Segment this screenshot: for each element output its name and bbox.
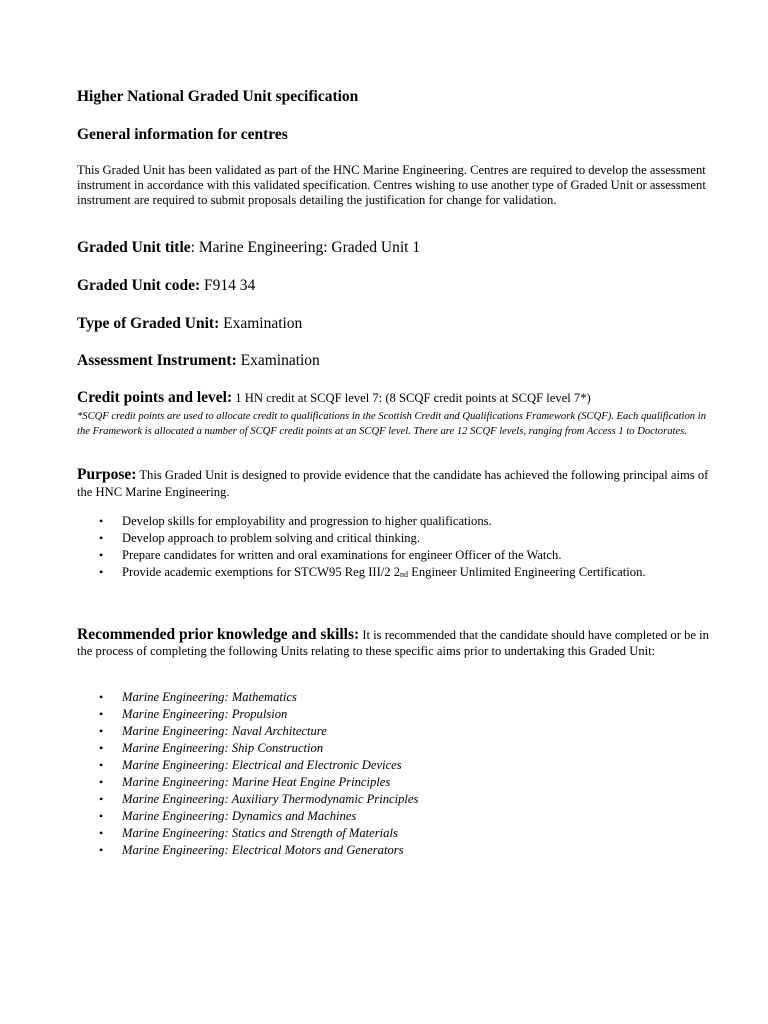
graded-unit-type-value: Examination <box>219 315 303 332</box>
assessment-instrument-label: Assessment Instrument: <box>77 352 237 369</box>
bullet-icon: • <box>99 548 104 562</box>
list-item <box>77 530 682 547</box>
purpose-section <box>77 466 717 501</box>
unit-name: Marine Engineering: Ship Construction <box>122 741 324 755</box>
page-title: Higher National Graded Unit specification <box>77 88 359 105</box>
aim-text-part: Engineer Unlimited Engineering Certification. <box>408 565 646 579</box>
graded-unit-title-value: : Marine Engineering: Graded Unit 1 <box>190 239 421 256</box>
list-item <box>77 689 682 706</box>
prior-knowledge-section <box>77 627 717 659</box>
bullet-icon: • <box>99 758 104 772</box>
scqf-note: *SCQF credit points are used to allocate credit to qualifications in the Scottish Credit and Qualifications Framework (SCQF). Each qualification in the Framework is allocated a number of SCQF credit points at an SCQF level. There are 12 SCQF levels, ranging from Access 1 to Doctorates. <box>77 411 706 437</box>
bullet-icon: • <box>99 514 104 528</box>
bullet-icon: • <box>99 724 104 738</box>
aim-text-part: Provide academic exemptions for STCW95 Reg III/2 2 <box>122 565 401 579</box>
unit-name: Marine Engineering: Marine Heat Engine Principles <box>122 775 391 789</box>
graded-unit-type <box>77 315 302 333</box>
list-item <box>77 740 682 757</box>
bullet-icon: • <box>99 531 104 545</box>
graded-unit-type-label: Type of Graded Unit: <box>77 315 220 332</box>
bullet-icon: • <box>99 690 104 704</box>
bullet-icon: • <box>99 741 104 755</box>
list-item <box>77 808 682 825</box>
list-item <box>77 791 682 808</box>
aim-text: Prepare candidates for written and oral examinations for engineer Officer of the Watch. <box>122 548 562 562</box>
unit-name: Marine Engineering: Naval Architecture <box>122 724 327 738</box>
list-item <box>77 842 682 859</box>
list-item <box>77 723 682 740</box>
credit-points-label: Credit points and level: <box>77 389 233 406</box>
list-item <box>77 825 682 842</box>
graded-unit-title-label: Graded Unit title <box>77 239 191 256</box>
bullet-icon: • <box>99 792 104 806</box>
units-list <box>77 689 682 859</box>
graded-unit-code-value: F914 34 <box>200 277 256 294</box>
bullet-icon: • <box>99 775 104 789</box>
aim-text: Develop approach to problem solving and critical thinking. <box>122 531 420 545</box>
intro-paragraph: This Graded Unit has been validated as part of the HNC Marine Engineering. Centres are required to develop the assessment instrument in accordance with this validated specification. Centres wishing to use another type of Graded Unit or assessment instrument are required to submit proposals detailing the justification for change for validation. <box>77 163 706 207</box>
graded-unit-code-label: Graded Unit code: <box>77 277 201 294</box>
purpose-text: This Graded Unit is designed to provide evidence that the candidate has achieved the following principal aims of the HNC Marine Engineering. <box>77 468 709 499</box>
bullet-icon: • <box>99 843 104 857</box>
bullet-icon: • <box>99 809 104 823</box>
purpose-label: Purpose: <box>77 466 137 483</box>
aims-list <box>77 513 682 583</box>
unit-name: Marine Engineering: Mathematics <box>122 690 297 704</box>
unit-name: Marine Engineering: Propulsion <box>122 707 288 721</box>
list-item <box>77 757 682 774</box>
unit-name: Marine Engineering: Auxiliary Thermodynamic Principles <box>122 792 419 806</box>
ordinal-suffix: nd <box>400 570 409 579</box>
list-item <box>77 774 682 791</box>
bullet-icon: • <box>99 565 104 579</box>
aim-text <box>122 565 646 579</box>
bullet-icon: • <box>99 826 104 840</box>
credit-points-value: 1 HN credit at SCQF level 7: (8 SCQF credit points at SCQF level 7*) <box>232 391 591 405</box>
prior-knowledge-text: It is recommended that the candidate should have completed or be in the process of completing the following Units relating to these specific aims prior to undertaking this Graded Unit: <box>77 628 709 658</box>
unit-name: Marine Engineering: Statics and Strength of Materials <box>122 826 398 840</box>
assessment-instrument-value: Examination <box>236 352 320 369</box>
prior-knowledge-label: Recommended prior knowledge and skills: <box>77 626 360 643</box>
list-item <box>77 513 682 530</box>
aim-text: Develop skills for employability and progression to higher qualifications. <box>122 514 492 528</box>
unit-name: Marine Engineering: Dynamics and Machines <box>122 809 357 823</box>
assessment-instrument <box>77 352 320 370</box>
bullet-icon: • <box>99 707 104 721</box>
unit-name: Marine Engineering: Electrical and Electronic Devices <box>122 758 402 772</box>
section-heading: General information for centres <box>77 126 288 143</box>
graded-unit-title <box>77 239 420 257</box>
list-item <box>77 564 682 583</box>
list-item <box>77 547 682 564</box>
credit-points <box>77 389 591 407</box>
graded-unit-code <box>77 277 255 295</box>
list-item <box>77 706 682 723</box>
unit-name: Marine Engineering: Electrical Motors and Generators <box>122 843 404 857</box>
